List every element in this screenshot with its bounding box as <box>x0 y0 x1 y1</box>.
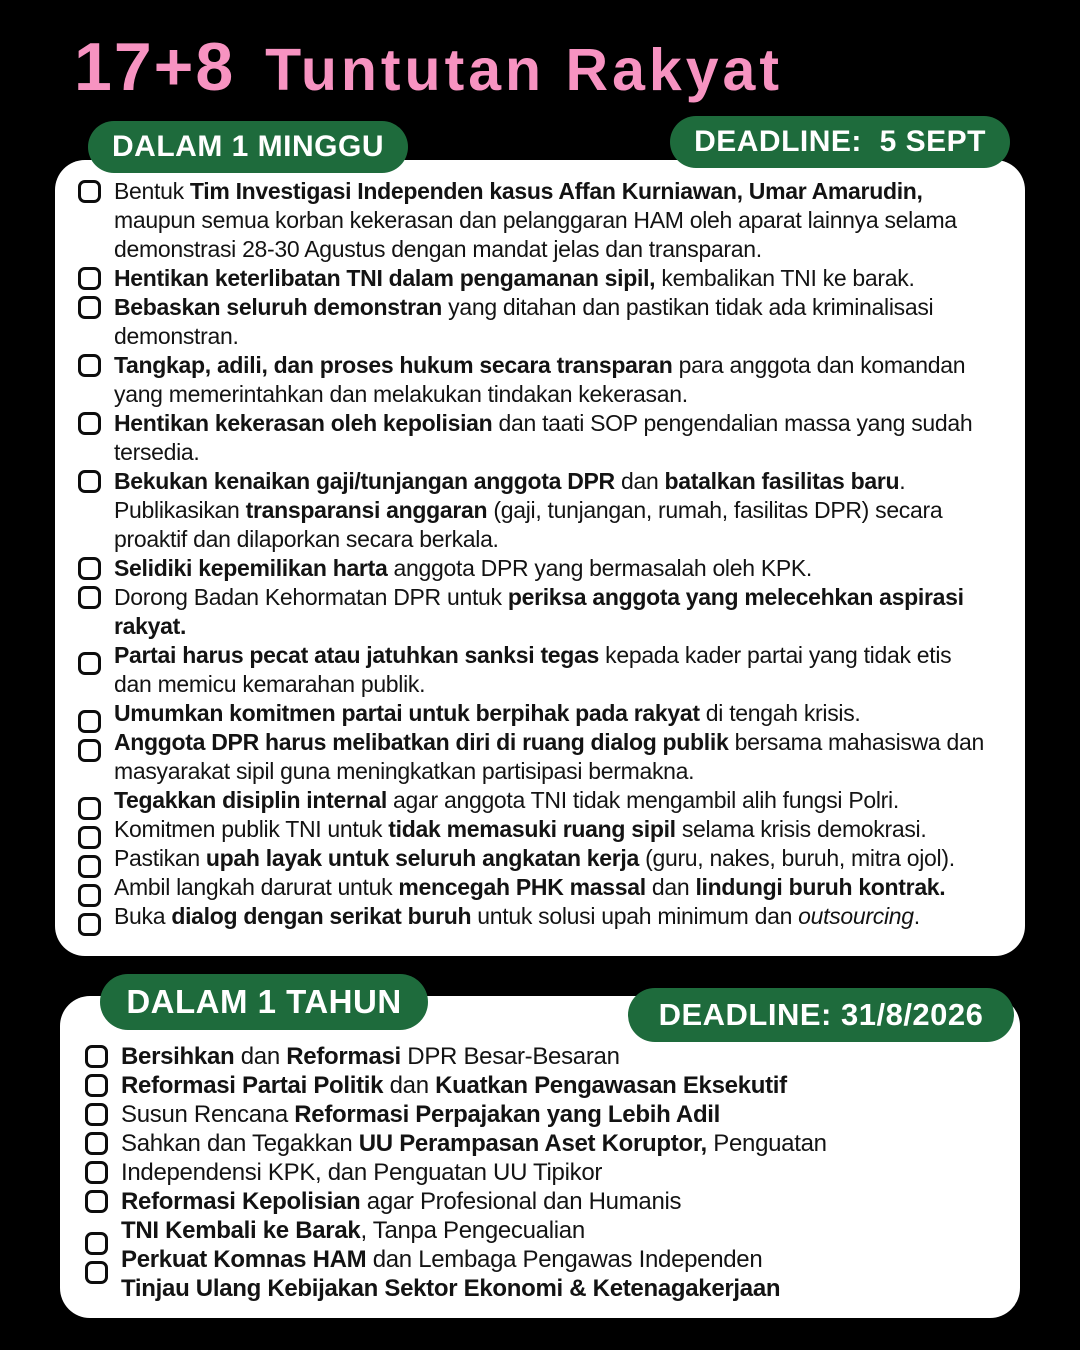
item-text: Buka dialog dengan serikat buruh untuk solusi upah minimum dan outsourcing. <box>114 903 920 929</box>
checklist-item <box>85 1158 1002 1187</box>
checkbox[interactable] <box>78 797 101 820</box>
checklist-item <box>78 264 1007 293</box>
item-text: Dorong Badan Kehormatan DPR untuk periksa anggota yang melecehkan aspirasi rakyat. <box>114 584 964 639</box>
checklist-item <box>78 844 1007 873</box>
checkbox[interactable] <box>78 913 101 936</box>
checklist-year <box>85 1042 1002 1303</box>
checkbox[interactable] <box>78 557 101 580</box>
checklist-item <box>78 293 1007 351</box>
item-text: Reformasi Partai Politik dan Kuatkan Pengawasan Eksekutif <box>121 1072 787 1099</box>
item-text: Independensi KPK, dan Penguatan UU Tipikor <box>121 1159 603 1186</box>
checkbox[interactable] <box>85 1132 108 1155</box>
checklist-item <box>78 583 1007 641</box>
checkbox[interactable] <box>85 1161 108 1184</box>
checkbox[interactable] <box>78 470 101 493</box>
checklist-item <box>78 699 1007 728</box>
checkbox[interactable] <box>85 1232 108 1255</box>
badge-dalam-1-tahun: DALAM 1 TAHUN <box>100 974 428 1030</box>
checkbox[interactable] <box>78 354 101 377</box>
item-text: Bekukan kenaikan gaji/tunjangan anggota DPR dan batalkan fasilitas baru. Publikasikan transparansi anggaran (gaji, tunjangan, rumah, fasilitas DPR) secara proaktif dan dilaporkan secara berkala. <box>114 468 943 552</box>
item-text: Sahkan dan Tegakkan UU Perampasan Aset Koruptor, Penguatan <box>121 1130 827 1157</box>
item-text: Tegakkan disiplin internal agar anggota TNI tidak mengambil alih fungsi Polri. <box>114 787 899 813</box>
item-text: Susun Rencana Reformasi Perpajakan yang Lebih Adil <box>121 1101 721 1128</box>
checklist-item <box>85 1071 1002 1100</box>
checklist-item <box>78 409 1007 467</box>
checklist-week <box>78 177 1007 931</box>
checkbox[interactable] <box>78 180 101 203</box>
title-text: Tuntutan Rakyat <box>265 37 783 103</box>
checklist-item <box>78 351 1007 409</box>
checklist-item <box>85 1216 1002 1245</box>
checkbox[interactable] <box>85 1261 108 1284</box>
badge-deadline-week: DEADLINE: 5 SEPT <box>670 116 1010 168</box>
checkbox[interactable] <box>78 826 101 849</box>
item-text: Tangkap, adili, dan proses hukum secara transparan para anggota dan komandan yang memerintahkan dan melakukan tindakan kekerasan. <box>114 352 966 407</box>
checklist-item <box>78 902 1007 931</box>
checklist-item <box>85 1100 1002 1129</box>
item-text: Perkuat Komnas HAM dan Lembaga Pengawas Independen <box>121 1246 763 1273</box>
checklist-item <box>85 1129 1002 1158</box>
checkbox[interactable] <box>78 652 101 675</box>
checkbox[interactable] <box>85 1045 108 1068</box>
poster-title <box>74 28 783 106</box>
checkbox[interactable] <box>85 1074 108 1097</box>
item-text: Bersihkan dan Reformasi DPR Besar-Besaran <box>121 1043 620 1070</box>
item-text: Partai harus pecat atau jatuhkan sanksi tegas kepada kader partai yang tidak etis dan memicu kemarahan publik. <box>114 642 952 697</box>
item-text: Bentuk Tim Investigasi Independen kasus Affan Kurniawan, Umar Amarudin, maupun semua korban kekerasan dan pelanggaran HAM oleh aparat lainnya selama demonstrasi 28-30 Agustus dengan mandat jelas dan transparan. <box>114 178 957 262</box>
item-text: Ambil langkah darurat untuk mencegah PHK massal dan lindungi buruh kontrak. <box>114 874 946 900</box>
item-text: Tinjau Ulang Kebijakan Sektor Ekonomi & Ketenagakerjaan <box>121 1275 781 1302</box>
item-text: Anggota DPR harus melibatkan diri di ruang dialog publik bersama mahasiswa dan masyarakat sipil guna meningkatkan partisipasi bermakna. <box>114 729 984 784</box>
item-text: TNI Kembali ke Barak, Tanpa Pengecualian <box>121 1217 585 1244</box>
checkbox[interactable] <box>85 1190 108 1213</box>
title-number: 17+8 <box>74 29 236 105</box>
checklist-item <box>78 177 1007 264</box>
item-text: Umumkan komitmen partai untuk berpihak pada rakyat di tengah krisis. <box>114 700 861 726</box>
checklist-item <box>78 467 1007 554</box>
checkbox[interactable] <box>78 710 101 733</box>
checklist-item <box>85 1274 1002 1303</box>
checkbox[interactable] <box>78 296 101 319</box>
checkbox[interactable] <box>78 267 101 290</box>
checklist-item <box>78 554 1007 583</box>
item-text: Hentikan keterlibatan TNI dalam pengamanan sipil, kembalikan TNI ke barak. <box>114 265 915 291</box>
checklist-item <box>78 728 1007 786</box>
checklist-item <box>85 1187 1002 1216</box>
checklist-item <box>78 641 1007 699</box>
checklist-item <box>78 873 1007 902</box>
checklist-item <box>78 786 1007 815</box>
checklist-item <box>78 815 1007 844</box>
checkbox[interactable] <box>85 1103 108 1126</box>
badge-deadline-year: DEADLINE: 31/8/2026 <box>628 988 1014 1042</box>
item-text: Reformasi Kepolisian agar Profesional dan Humanis <box>121 1188 682 1215</box>
item-text: Selidiki kepemilikan harta anggota DPR yang bermasalah oleh KPK. <box>114 555 813 581</box>
checkbox[interactable] <box>78 586 101 609</box>
card-week <box>55 160 1025 956</box>
item-text: Komitmen publik TNI untuk tidak memasuki ruang sipil selama krisis demokrasi. <box>114 816 927 842</box>
card-year <box>60 996 1020 1318</box>
checklist-item <box>85 1245 1002 1274</box>
checkbox[interactable] <box>78 855 101 878</box>
checkbox[interactable] <box>78 884 101 907</box>
badge-dalam-1-minggu: DALAM 1 MINGGU <box>88 121 408 173</box>
checklist-item <box>85 1042 1002 1071</box>
checkbox[interactable] <box>78 739 101 762</box>
item-text: Bebaskan seluruh demonstran yang ditahan dan pastikan tidak ada kriminalisasi demonstran. <box>114 294 934 349</box>
item-text: Pastikan upah layak untuk seluruh angkatan kerja (guru, nakes, buruh, mitra ojol). <box>114 845 955 871</box>
checkbox[interactable] <box>78 412 101 435</box>
item-text: Hentikan kekerasan oleh kepolisian dan taati SOP pengendalian massa yang sudah tersedia. <box>114 410 973 465</box>
